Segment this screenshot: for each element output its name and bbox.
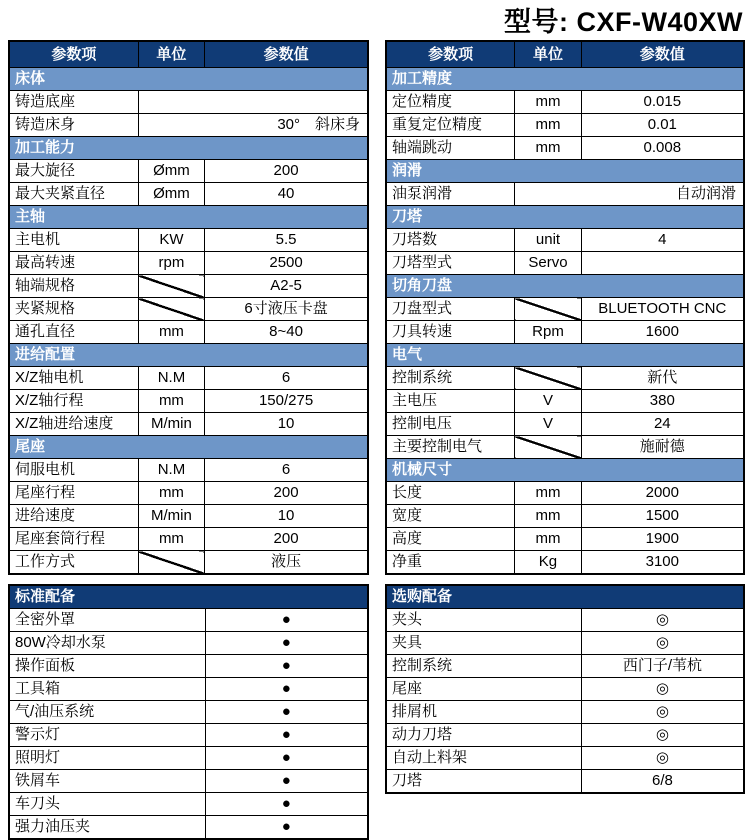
param-value: 10 — [205, 413, 368, 436]
table-row — [386, 609, 744, 632]
param-label: 工作方式 — [9, 551, 138, 575]
slash-cell — [515, 436, 581, 459]
section-header: 床体 — [9, 68, 368, 91]
section-row — [386, 206, 744, 229]
param-value: 8~40 — [205, 321, 368, 344]
table-row — [386, 298, 744, 321]
section-header: 润滑 — [386, 160, 744, 183]
param-value: ● — [205, 793, 368, 816]
table-row — [386, 367, 744, 390]
table-row — [9, 91, 368, 114]
param-value: ◎ — [581, 609, 744, 632]
param-label: 强力油压夹 — [9, 816, 205, 840]
param-value: 0.01 — [581, 114, 744, 137]
table-row — [9, 367, 368, 390]
table-row — [386, 770, 744, 794]
param-value — [138, 91, 368, 114]
param-label: 最大旋径 — [9, 160, 138, 183]
param-label: 夹紧规格 — [9, 298, 138, 321]
param-value: BLUETOOTH CNC — [581, 298, 744, 321]
table-row — [9, 793, 368, 816]
section-row — [386, 585, 744, 609]
section-row — [386, 344, 744, 367]
param-unit: mm — [138, 390, 204, 413]
param-value: ● — [205, 701, 368, 724]
section-row — [386, 275, 744, 298]
param-label: 通孔直径 — [9, 321, 138, 344]
table-row — [386, 632, 744, 655]
param-label: 宽度 — [386, 505, 515, 528]
table-row — [386, 528, 744, 551]
param-value: ● — [205, 770, 368, 793]
param-value: 1500 — [581, 505, 744, 528]
param-label: 动力刀塔 — [386, 724, 581, 747]
table-row — [386, 482, 744, 505]
param-value: 200 — [205, 482, 368, 505]
column-header: 单位 — [138, 41, 204, 68]
param-unit: N.M — [138, 367, 204, 390]
table-row — [386, 505, 744, 528]
section-row — [9, 206, 368, 229]
section-row — [9, 436, 368, 459]
param-value: ● — [205, 747, 368, 770]
section-header: 尾座 — [9, 436, 368, 459]
param-label: 主要控制电气 — [386, 436, 515, 459]
param-value: 西门子/苇杭 — [581, 655, 744, 678]
table-row — [386, 91, 744, 114]
table-row — [386, 114, 744, 137]
machine-spec-table-right — [385, 40, 745, 575]
param-label: 铁屑车 — [9, 770, 205, 793]
section-row — [386, 68, 744, 91]
table-row — [9, 609, 368, 632]
param-label: 重复定位精度 — [386, 114, 515, 137]
table-row — [9, 459, 368, 482]
param-unit: V — [515, 390, 581, 413]
param-value: ● — [205, 678, 368, 701]
param-value: 0.015 — [581, 91, 744, 114]
param-value: 40 — [205, 183, 368, 206]
param-label: X/Z轴进给速度 — [9, 413, 138, 436]
param-label: 自动上料架 — [386, 747, 581, 770]
param-label: 夹具 — [386, 632, 581, 655]
table-row — [9, 252, 368, 275]
table-row — [9, 724, 368, 747]
table-row — [9, 160, 368, 183]
param-label: 轴端规格 — [9, 275, 138, 298]
param-label: 夹头 — [386, 609, 581, 632]
param-value: A2-5 — [205, 275, 368, 298]
model-title: 型号: CXF-W40XW — [504, 7, 743, 37]
param-value: 3100 — [581, 551, 744, 575]
param-value: ◎ — [581, 678, 744, 701]
param-label: X/Z轴行程 — [9, 390, 138, 413]
param-unit: mm — [515, 137, 581, 160]
param-label: 铸造床身 — [9, 114, 138, 137]
column-header: 参数项 — [9, 41, 138, 68]
table-row — [386, 413, 744, 436]
param-label: 控制电压 — [386, 413, 515, 436]
section-header: 刀塔 — [386, 206, 744, 229]
table-row — [386, 655, 744, 678]
section-row — [9, 137, 368, 160]
table-row — [9, 528, 368, 551]
param-value: 2000 — [581, 482, 744, 505]
param-label: 最大夹紧直径 — [9, 183, 138, 206]
param-unit: mm — [515, 114, 581, 137]
slash-cell — [515, 367, 581, 390]
param-label: 轴端跳动 — [386, 137, 515, 160]
slash-cell — [515, 298, 581, 321]
section-header: 进给配置 — [9, 344, 368, 367]
param-label: 刀盘型式 — [386, 298, 515, 321]
param-label: 排屑机 — [386, 701, 581, 724]
param-value: 5.5 — [205, 229, 368, 252]
section-header: 加工精度 — [386, 68, 744, 91]
table-row — [9, 551, 368, 575]
param-unit: mm — [515, 505, 581, 528]
table-row — [9, 655, 368, 678]
table-row — [386, 183, 744, 206]
param-label: 80W冷却水泵 — [9, 632, 205, 655]
param-label: 气/油压系统 — [9, 701, 205, 724]
param-label: 车刀头 — [9, 793, 205, 816]
param-label: 进给速度 — [9, 505, 138, 528]
param-value: 新代 — [581, 367, 744, 390]
table-row — [386, 321, 744, 344]
param-unit: Rpm — [515, 321, 581, 344]
param-value: ◎ — [581, 632, 744, 655]
param-label: 尾座行程 — [9, 482, 138, 505]
param-unit: rpm — [138, 252, 204, 275]
param-value: 自动润滑 — [515, 183, 744, 206]
section-row — [386, 459, 744, 482]
param-unit: mm — [138, 482, 204, 505]
param-value: ● — [205, 816, 368, 840]
table-row — [9, 482, 368, 505]
section-row — [9, 68, 368, 91]
slash-cell — [138, 275, 204, 298]
param-value: 6/8 — [581, 770, 744, 794]
table-row — [9, 275, 368, 298]
param-value: 0.008 — [581, 137, 744, 160]
section-header: 选购配备 — [386, 585, 744, 609]
param-unit: mm — [138, 528, 204, 551]
table-row — [386, 252, 744, 275]
section-header: 加工能力 — [9, 137, 368, 160]
table-row — [386, 724, 744, 747]
table-row — [386, 390, 744, 413]
table-row — [9, 505, 368, 528]
section-row — [9, 585, 368, 609]
param-label: 工具箱 — [9, 678, 205, 701]
param-value — [581, 252, 744, 275]
table-row — [9, 298, 368, 321]
param-label: 净重 — [386, 551, 515, 575]
param-value: 150/275 — [205, 390, 368, 413]
param-value: ◎ — [581, 701, 744, 724]
table-row — [9, 701, 368, 724]
param-label: 最高转速 — [9, 252, 138, 275]
param-value: ● — [205, 724, 368, 747]
param-value: 1600 — [581, 321, 744, 344]
param-unit: M/min — [138, 505, 204, 528]
param-value: 6 — [205, 367, 368, 390]
slash-cell — [138, 298, 204, 321]
param-label: 高度 — [386, 528, 515, 551]
param-value: ● — [205, 632, 368, 655]
param-unit: mm — [515, 528, 581, 551]
param-label: 尾座 — [386, 678, 581, 701]
machine-spec-table-left — [8, 40, 369, 575]
param-value: 30° 斜床身 — [138, 114, 368, 137]
param-value: 200 — [205, 160, 368, 183]
param-unit: M/min — [138, 413, 204, 436]
param-value: 10 — [205, 505, 368, 528]
table-row — [386, 701, 744, 724]
table-row — [386, 551, 744, 575]
table-row — [386, 137, 744, 160]
table-row — [9, 816, 368, 840]
table-row — [9, 747, 368, 770]
section-header: 电气 — [386, 344, 744, 367]
param-unit: mm — [515, 482, 581, 505]
slash-cell — [138, 551, 204, 575]
param-label: 尾座套筒行程 — [9, 528, 138, 551]
section-header: 主轴 — [9, 206, 368, 229]
column-header: 参数值 — [581, 41, 744, 68]
param-value: ● — [205, 609, 368, 632]
param-value: 380 — [581, 390, 744, 413]
table-row — [386, 678, 744, 701]
column-header: 参数值 — [205, 41, 368, 68]
param-unit: KW — [138, 229, 204, 252]
param-unit: Servo — [515, 252, 581, 275]
param-unit: mm — [515, 91, 581, 114]
param-label: 主电机 — [9, 229, 138, 252]
column-header: 单位 — [515, 41, 581, 68]
param-label: 定位精度 — [386, 91, 515, 114]
param-label: 刀塔 — [386, 770, 581, 794]
table-row — [386, 436, 744, 459]
param-value: 2500 — [205, 252, 368, 275]
param-label: 伺服电机 — [9, 459, 138, 482]
standard-equipment-table — [8, 584, 369, 840]
section-row — [9, 344, 368, 367]
param-label: 主电压 — [386, 390, 515, 413]
column-header: 参数项 — [386, 41, 515, 68]
table-row — [9, 413, 368, 436]
param-value: 4 — [581, 229, 744, 252]
section-header: 标准配备 — [9, 585, 368, 609]
param-label: 警示灯 — [9, 724, 205, 747]
param-unit: Kg — [515, 551, 581, 575]
param-value: 6 — [205, 459, 368, 482]
param-label: X/Z轴电机 — [9, 367, 138, 390]
param-value: 200 — [205, 528, 368, 551]
param-value: 施耐德 — [581, 436, 744, 459]
section-row — [386, 160, 744, 183]
param-unit: Ømm — [138, 160, 204, 183]
left-column — [8, 40, 369, 840]
right-column — [385, 40, 745, 794]
param-value: 液压 — [205, 551, 368, 575]
param-label: 油泵润滑 — [386, 183, 515, 206]
param-unit: mm — [138, 321, 204, 344]
param-value: ◎ — [581, 747, 744, 770]
param-unit: unit — [515, 229, 581, 252]
table-row — [386, 747, 744, 770]
table-row — [9, 390, 368, 413]
optional-equipment-table — [385, 584, 745, 794]
table-row — [9, 770, 368, 793]
param-value: 24 — [581, 413, 744, 436]
param-label: 刀具转速 — [386, 321, 515, 344]
section-header: 机械尺寸 — [386, 459, 744, 482]
table-row — [9, 114, 368, 137]
param-label: 全密外罩 — [9, 609, 205, 632]
param-label: 刀塔数 — [386, 229, 515, 252]
param-value: ● — [205, 655, 368, 678]
param-label: 操作面板 — [9, 655, 205, 678]
param-label: 铸造底座 — [9, 91, 138, 114]
table-row — [9, 183, 368, 206]
table-row — [9, 229, 368, 252]
param-label: 照明灯 — [9, 747, 205, 770]
param-label: 长度 — [386, 482, 515, 505]
section-header: 切角刀盘 — [386, 275, 744, 298]
param-value: 6寸液压卡盘 — [205, 298, 368, 321]
table-row — [9, 632, 368, 655]
param-unit: N.M — [138, 459, 204, 482]
param-value: ◎ — [581, 724, 744, 747]
table-row — [9, 321, 368, 344]
table-row — [386, 229, 744, 252]
param-label: 控制系统 — [386, 655, 581, 678]
param-label: 刀塔型式 — [386, 252, 515, 275]
param-unit: V — [515, 413, 581, 436]
table-row — [9, 678, 368, 701]
param-unit: Ømm — [138, 183, 204, 206]
param-label: 控制系统 — [386, 367, 515, 390]
param-value: 1900 — [581, 528, 744, 551]
